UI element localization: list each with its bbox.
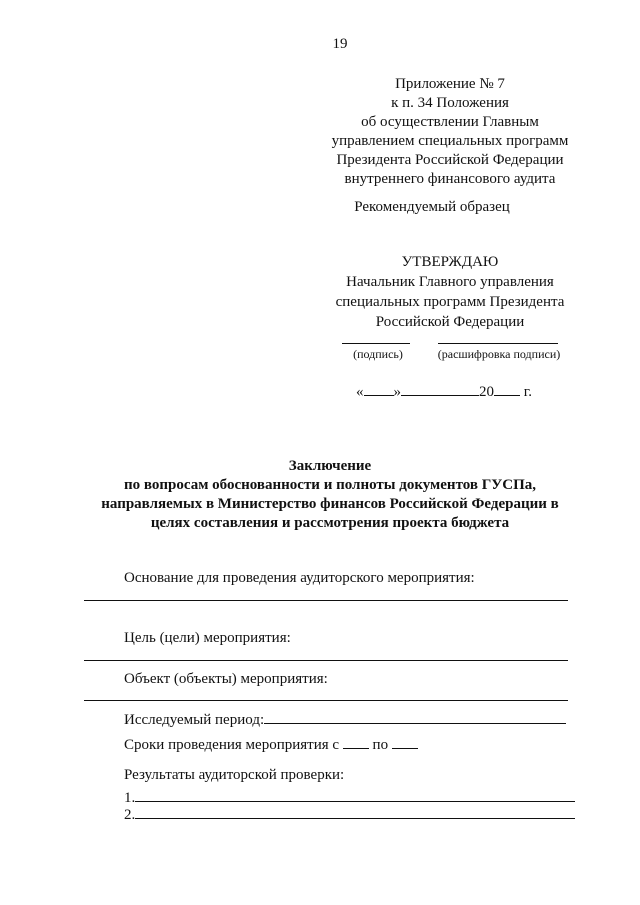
page-number: 19	[332, 36, 348, 52]
result-item-number: 1.	[124, 790, 136, 806]
conclusion-title-block	[60, 457, 600, 533]
conclusion-subtitle-line: направляемых в Министерство финансов Российской Федерации в	[101, 496, 559, 512]
terms-end-blank[interactable]	[392, 736, 418, 749]
month-blank[interactable]	[401, 382, 479, 396]
object-answer-line[interactable]	[84, 700, 568, 701]
object-label: Объект (объекты) мероприятия:	[124, 671, 328, 687]
approval-heading: УТВЕРЖДАЮ	[401, 254, 499, 270]
result-item-2-line[interactable]	[135, 806, 575, 819]
year-prefix: 20	[479, 384, 494, 400]
conclusion-subtitle-line: по вопросам обоснованности и полноты документов ГУСПа,	[123, 477, 537, 493]
basis-label: Основание для проведения аудиторского мероприятия:	[124, 570, 475, 586]
goal-label: Цель (цели) мероприятия:	[124, 630, 291, 646]
result-item-1-line[interactable]	[135, 789, 575, 802]
result-item-2	[124, 806, 575, 824]
signature-caption: (подпись)	[353, 347, 403, 361]
terms-start-blank[interactable]	[343, 736, 369, 749]
appendix-line: управлением специальных программ	[331, 133, 569, 149]
appendix-line: к п. 34 Положения	[391, 95, 509, 111]
date-close-quote: »	[393, 384, 401, 400]
approval-line: специальных программ Президента	[335, 294, 565, 310]
date-open-quote: «	[356, 384, 364, 400]
year-suffix: г.	[523, 384, 532, 400]
appendix-line: об осуществлении Главным	[361, 114, 539, 130]
signature-decoding-line[interactable]	[438, 343, 558, 344]
approval-block	[330, 252, 570, 332]
period-answer-line[interactable]	[264, 711, 566, 724]
year-blank[interactable]	[494, 382, 520, 396]
result-item-number: 2.	[124, 807, 136, 823]
recommended-sample-label: Рекомендуемый образец	[354, 199, 510, 215]
signature-line[interactable]	[342, 343, 410, 344]
conclusion-subtitle-line: целях составления и рассмотрения проекта бюджета	[150, 515, 510, 531]
conclusion-title: Заключение	[288, 458, 372, 474]
appendix-reference	[330, 75, 570, 189]
results-label: Результаты аудиторской проверки:	[124, 767, 345, 783]
terms-to-label: по	[372, 737, 389, 753]
goal-answer-line[interactable]	[84, 660, 568, 661]
period-field	[124, 711, 566, 729]
signature-decoding-caption: (расшифровка подписи)	[437, 347, 561, 361]
basis-answer-line[interactable]	[84, 600, 568, 601]
terms-label: Сроки проведения мероприятия с	[124, 737, 340, 753]
appendix-line: внутреннего финансового аудита	[344, 171, 556, 187]
result-item-1	[124, 789, 575, 807]
approval-line: Российской Федерации	[375, 314, 525, 330]
appendix-line: Приложение № 7	[395, 76, 505, 92]
terms-field	[124, 736, 418, 754]
day-blank[interactable]	[364, 382, 394, 396]
appendix-line: Президента Российской Федерации	[336, 152, 564, 168]
approval-date	[356, 382, 532, 401]
period-label: Исследуемый период:	[124, 712, 265, 728]
approval-line: Начальник Главного управления	[346, 274, 554, 290]
